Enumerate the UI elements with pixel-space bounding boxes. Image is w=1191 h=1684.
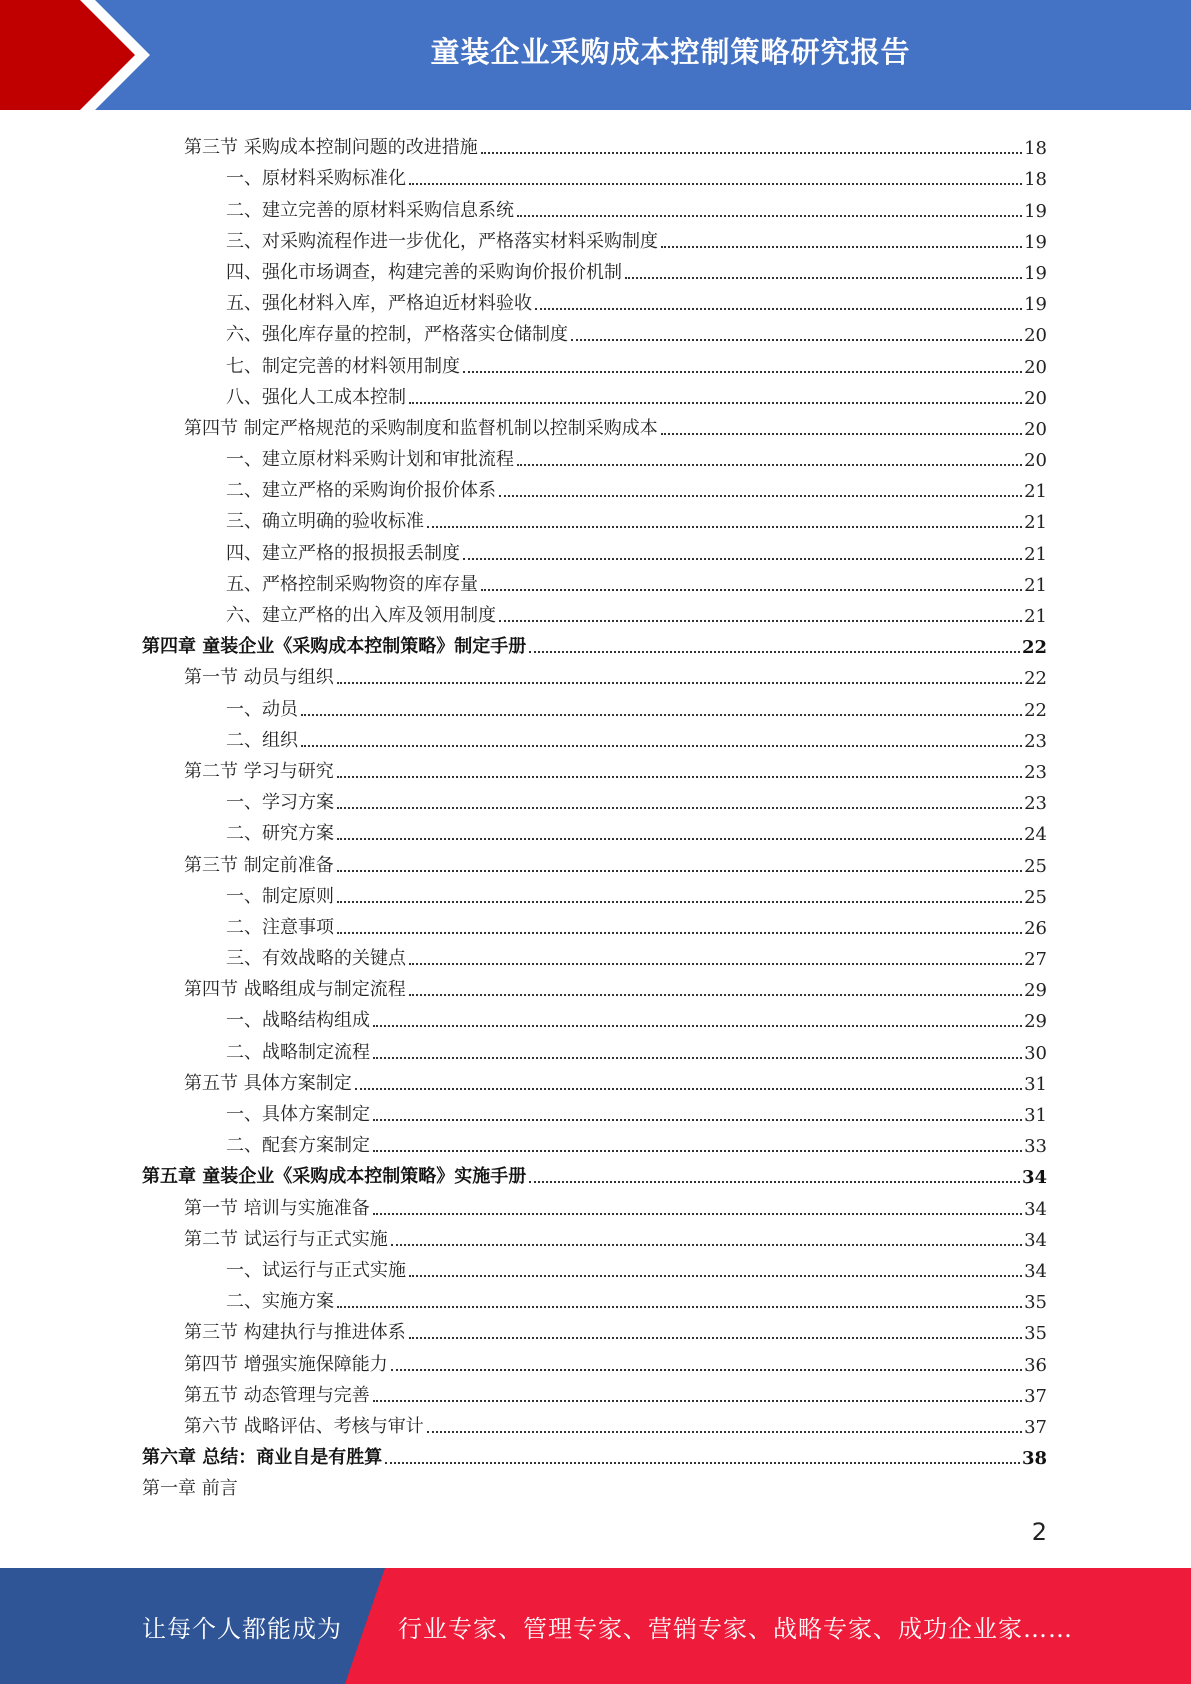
toc-entry-page: 21 <box>1024 512 1047 534</box>
toc-entry-title: 第四章 童装企业《采购成本控制策略》制定手册 <box>142 636 527 658</box>
toc-entry-title: 第一节 培训与实施准备 <box>184 1197 370 1219</box>
toc-entry[interactable] <box>142 1126 1047 1157</box>
toc-entry-title: 一、试运行与正式实施 <box>226 1259 406 1281</box>
toc-entry-title: 第四节 增强实施保障能力 <box>184 1353 388 1375</box>
toc-entry-page: 21 <box>1024 606 1047 627</box>
toc-entry-page: 22 <box>1024 699 1047 721</box>
toc-entry[interactable] <box>142 253 1047 284</box>
toc-entry-page: 29 <box>1024 980 1047 1002</box>
toc-dot-leader <box>517 464 1022 466</box>
toc-entry-page: 34 <box>1021 1167 1047 1189</box>
toc-entry[interactable] <box>142 596 1047 627</box>
toc-entry-title: 二、研究方案 <box>226 823 334 845</box>
toc-entry-page: 22 <box>1024 668 1047 690</box>
toc-entry-title: 第二节 试运行与正式实施 <box>184 1228 388 1250</box>
toc-entry[interactable] <box>142 1344 1047 1375</box>
toc-entry-title: 三、确立明确的验收标准 <box>226 511 424 533</box>
toc-entry[interactable] <box>142 783 1047 814</box>
toc-entry-page: 35 <box>1024 1292 1047 1314</box>
toc-dot-leader <box>337 807 1022 809</box>
toc-entry-title: 第五章 童装企业《采购成本控制策略》实施手册 <box>142 1166 527 1188</box>
toc-entry-page: 37 <box>1024 1385 1047 1407</box>
toc-dot-leader <box>373 1213 1022 1215</box>
toc-entry-page: 19 <box>1024 231 1047 253</box>
toc-dot-leader <box>355 1088 1022 1090</box>
toc-entry-page: 18 <box>1024 169 1047 191</box>
toc-entry-title: 第三节 构建执行与推进体系 <box>184 1322 406 1344</box>
toc-dot-leader <box>373 1025 1022 1027</box>
toc-entry[interactable] <box>142 222 1047 253</box>
toc-dot-leader <box>385 1462 1020 1464</box>
toc-entry-title: 第一节 动员与组织 <box>184 667 334 689</box>
toc-entry-page: 33 <box>1024 1136 1047 1158</box>
toc-entry-title: 八、强化人工成本控制 <box>226 386 406 408</box>
toc-entry-page: 20 <box>1024 325 1047 347</box>
toc-entry-page: 23 <box>1024 761 1047 783</box>
toc-dot-leader <box>409 402 1022 404</box>
toc-entry[interactable] <box>142 1188 1047 1219</box>
toc-entry[interactable] <box>142 284 1047 315</box>
toc-entry-title: 第五节 具体方案制定 <box>184 1072 352 1094</box>
toc-entry[interactable] <box>142 378 1047 409</box>
toc-entry[interactable] <box>142 1313 1047 1344</box>
toc-entry[interactable] <box>142 939 1047 970</box>
toc-entry-page: 27 <box>1024 949 1047 971</box>
toc-entry-page: 35 <box>1024 1323 1047 1345</box>
toc-entry[interactable] <box>142 1438 1047 1469</box>
toc-entry-page: 19 <box>1024 294 1047 316</box>
toc-dot-leader <box>535 308 1022 310</box>
toc-dot-leader <box>409 1337 1022 1339</box>
toc-entry[interactable] <box>142 1220 1047 1251</box>
toc-entry[interactable] <box>142 908 1047 939</box>
toc-entry-page: 18 <box>1024 138 1047 160</box>
toc-entry[interactable] <box>142 877 1047 908</box>
toc-entry-page: 38 <box>1021 1448 1047 1470</box>
toc-entry[interactable] <box>142 721 1047 752</box>
toc-entry[interactable] <box>142 128 1047 159</box>
toc-entry-page: 34 <box>1024 1229 1047 1251</box>
toc-entry-page: 31 <box>1024 1105 1047 1126</box>
toc-entry-page: 21 <box>1024 543 1047 565</box>
toc-dot-leader <box>571 339 1022 341</box>
toc-dot-leader <box>391 1244 1022 1246</box>
toc-entry-title: 第五节 动态管理与完善 <box>184 1384 370 1406</box>
toc-entry-title: 第六章 总结：商业自是有胜算 <box>142 1447 383 1469</box>
toc-entry[interactable] <box>142 346 1047 377</box>
toc-entry-page: 20 <box>1024 418 1047 440</box>
page-header <box>0 0 1191 110</box>
toc-entry[interactable] <box>142 845 1047 876</box>
toc-dot-leader <box>337 682 1022 684</box>
toc-dot-leader <box>661 433 1022 435</box>
toc-entry-title: 七、制定完善的材料领用制度 <box>226 355 460 377</box>
toc-dot-leader <box>529 651 1020 653</box>
toc-dot-leader <box>499 495 1022 497</box>
toc-entry-page: 34 <box>1024 1260 1047 1282</box>
toc-dot-leader <box>301 714 1022 716</box>
toc-dot-leader <box>529 1181 1020 1183</box>
toc-entry-title: 一、制定原则 <box>226 885 334 907</box>
toc-dot-leader <box>427 1431 1022 1433</box>
toc-dot-leader <box>373 1150 1022 1152</box>
toc-dot-leader <box>337 776 1022 778</box>
toc-entry[interactable] <box>142 1469 1047 1500</box>
toc-entry-title: 第三节 采购成本控制问题的改进措施 <box>184 137 478 159</box>
header-title: 童装企业采购成本控制策略研究报告 <box>430 34 911 69</box>
toc-dot-leader <box>391 1369 1022 1371</box>
toc-entry[interactable] <box>142 1282 1047 1313</box>
toc-entry[interactable] <box>142 159 1047 190</box>
toc-dot-leader <box>409 994 1022 996</box>
toc-entry[interactable] <box>142 1064 1047 1095</box>
toc-entry-title: 一、原材料采购标准化 <box>226 168 406 190</box>
toc-dot-leader <box>499 620 1022 622</box>
toc-entry[interactable] <box>142 1251 1047 1282</box>
toc-entry[interactable] <box>142 1157 1047 1188</box>
toc-entry-title: 六、建立严格的出入库及领用制度 <box>226 605 496 626</box>
toc-entry-title: 二、组织 <box>226 729 298 751</box>
toc-dot-leader <box>373 1400 1022 1402</box>
toc-dot-leader <box>409 183 1022 185</box>
toc-entry[interactable] <box>142 752 1047 783</box>
toc-entry-title: 第四节 制定严格规范的采购制度和监督机制以控制采购成本 <box>184 417 658 439</box>
toc-dot-leader <box>517 215 1022 217</box>
toc-entry-page: 29 <box>1024 1011 1047 1033</box>
toc-entry[interactable] <box>142 1407 1047 1438</box>
toc-entry-title: 一、具体方案制定 <box>226 1104 370 1125</box>
toc-entry[interactable] <box>142 658 1047 689</box>
toc-dot-leader <box>427 526 1022 528</box>
toc-dot-leader <box>301 745 1022 747</box>
toc-entry-page: 21 <box>1024 481 1047 503</box>
toc-entry[interactable] <box>142 502 1047 533</box>
toc-entry-page: 31 <box>1024 1073 1047 1095</box>
toc-dot-leader <box>337 932 1022 934</box>
toc-dot-leader <box>625 277 1022 279</box>
toc-entry-title: 一、建立原材料采购计划和审批流程 <box>226 449 514 471</box>
toc-entry[interactable] <box>142 970 1047 1001</box>
toc-entry-title: 一、战略结构组成 <box>226 1010 370 1032</box>
toc-entry-title: 三、对采购流程作进一步优化，严格落实材料采购制度 <box>226 230 658 252</box>
toc-dot-leader <box>661 246 1022 248</box>
toc-entry-title: 第一章 前言 <box>142 1478 238 1500</box>
toc-entry-title: 五、严格控制采购物资的库存量 <box>226 573 478 595</box>
toc-entry-title: 第二节 学习与研究 <box>184 760 334 782</box>
toc-dot-leader <box>373 1057 1022 1059</box>
toc-entry-page: 22 <box>1021 637 1047 659</box>
toc-entry-page: 21 <box>1024 574 1047 596</box>
toc-dot-leader <box>463 558 1022 560</box>
toc-entry[interactable] <box>142 1032 1047 1063</box>
toc-entry[interactable] <box>142 1376 1047 1407</box>
toc-dot-leader <box>409 963 1022 965</box>
toc-entry-title: 二、配套方案制定 <box>226 1135 370 1157</box>
toc-entry-title: 四、强化市场调查，构建完善的采购询价报价机制 <box>226 261 622 283</box>
footer-slogan-right: 行业专家、管理专家、营销专家、战略专家、成功企业家…… <box>398 1614 1073 1643</box>
toc-entry-page: 20 <box>1024 387 1047 409</box>
toc-entry-page: 20 <box>1024 450 1047 472</box>
toc-entry-page: 37 <box>1024 1416 1047 1438</box>
toc-entry[interactable] <box>142 627 1047 658</box>
toc-entry-page: 19 <box>1024 200 1047 222</box>
toc-entry-title: 一、学习方案 <box>226 792 334 814</box>
toc-entry[interactable] <box>142 440 1047 471</box>
toc-entry-page: 24 <box>1024 824 1047 846</box>
toc-dot-leader <box>337 901 1022 903</box>
toc-entry[interactable] <box>142 814 1047 845</box>
toc-entry[interactable] <box>142 315 1047 346</box>
toc-entry[interactable] <box>142 689 1047 720</box>
toc-entry-title: 一、动员 <box>226 698 298 720</box>
toc-entry[interactable] <box>142 565 1047 596</box>
toc-entry-title: 第四节 战略组成与制定流程 <box>184 979 406 1001</box>
toc-entry[interactable] <box>142 1001 1047 1032</box>
toc-dot-leader <box>481 589 1022 591</box>
toc-entry-page: 23 <box>1024 793 1047 815</box>
toc-dot-leader <box>409 1275 1022 1277</box>
toc-entry-title: 二、建立严格的采购询价报价体系 <box>226 480 496 502</box>
toc-entry-page: 25 <box>1024 855 1047 877</box>
toc-entry[interactable] <box>142 533 1047 564</box>
toc-entry-page: 25 <box>1024 886 1047 908</box>
toc-entry[interactable] <box>142 409 1047 440</box>
toc-dot-leader <box>463 371 1022 373</box>
toc-entry[interactable] <box>142 190 1047 221</box>
toc-dot-leader <box>373 1119 1022 1121</box>
toc-dot-leader <box>337 870 1022 872</box>
toc-entry-title: 二、实施方案 <box>226 1291 334 1313</box>
toc-entry-title: 六、强化库存量的控制，严格落实仓储制度 <box>226 324 568 346</box>
toc-entry-page: 30 <box>1024 1042 1047 1064</box>
toc-entry-page: 23 <box>1024 730 1047 752</box>
toc-entry-title: 四、建立严格的报损报丢制度 <box>226 542 460 564</box>
footer-slogan-left: 让每个人都能成为 <box>142 1614 342 1643</box>
table-of-contents <box>142 128 1047 1500</box>
toc-entry-title: 第六节 战略评估、考核与审计 <box>184 1415 424 1437</box>
toc-entry-title: 五、强化材料入库，严格迫近材料验收 <box>226 293 532 315</box>
toc-entry[interactable] <box>142 1095 1047 1126</box>
toc-entry-page: 34 <box>1024 1198 1047 1220</box>
toc-entry-page: 19 <box>1024 262 1047 284</box>
toc-entry-title: 二、战略制定流程 <box>226 1041 370 1063</box>
toc-dot-leader <box>337 838 1022 840</box>
toc-entry-title: 二、注意事项 <box>226 916 334 938</box>
toc-entry-page: 20 <box>1024 356 1047 378</box>
toc-entry-title: 二、建立完善的原材料采购信息系统 <box>226 199 514 221</box>
toc-entry-title: 三、有效战略的关键点 <box>226 948 406 970</box>
toc-dot-leader <box>337 1306 1022 1308</box>
toc-entry-title: 第三节 制定前准备 <box>184 854 334 876</box>
toc-dot-leader <box>481 152 1022 154</box>
toc-entry[interactable] <box>142 471 1047 502</box>
page-footer <box>0 1568 1191 1684</box>
toc-entry-page: 26 <box>1024 917 1047 939</box>
page-number: 2 <box>1031 1518 1047 1546</box>
toc-entry-page: 36 <box>1024 1354 1047 1376</box>
